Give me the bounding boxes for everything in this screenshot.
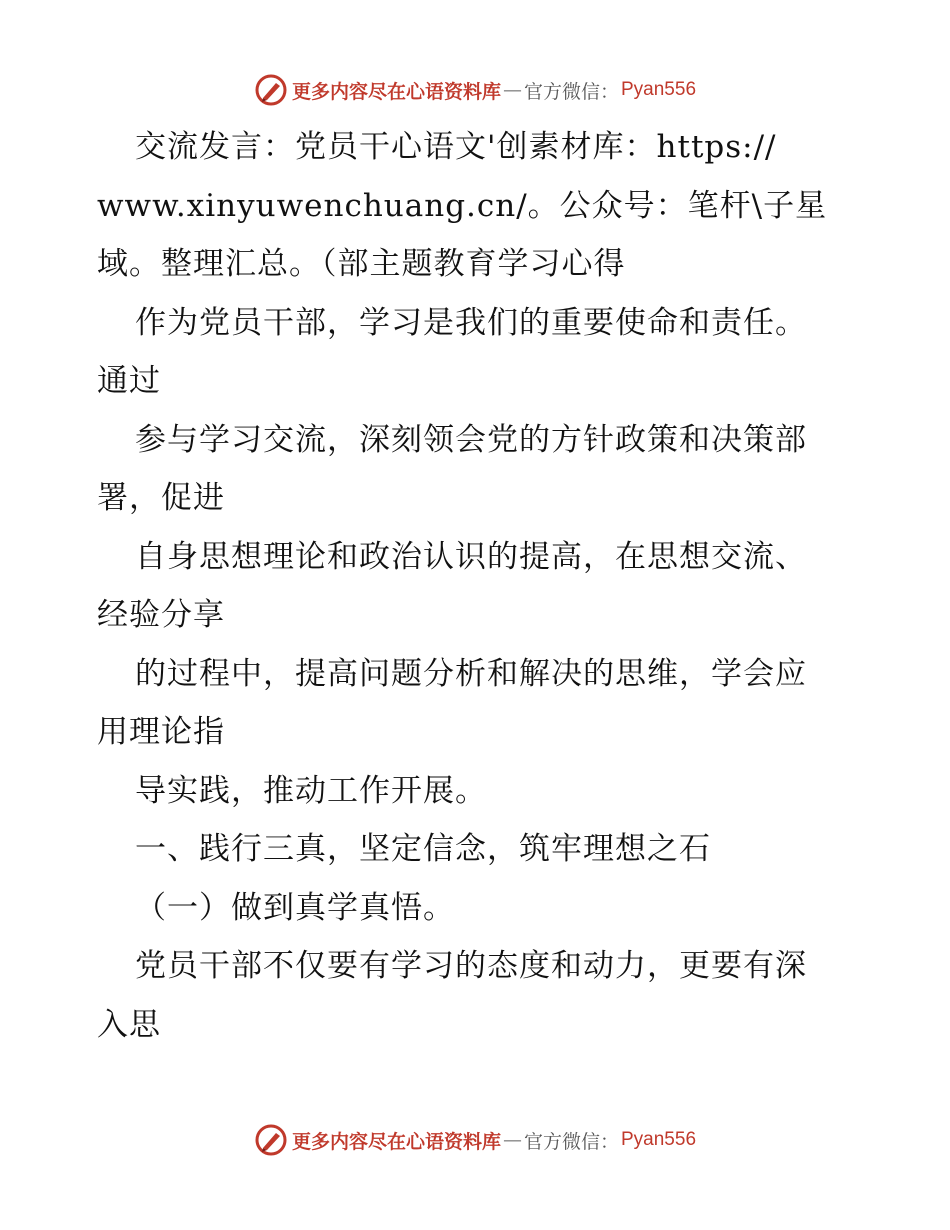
text-line: 作为党员干部，学习是我们的重要使命和责任。 [135, 304, 807, 341]
watermark-wechat-id: Pyan556 [621, 1129, 697, 1150]
watermark-main-text: 更多内容尽在心语资料库 [291, 80, 501, 103]
watermark-sub-text: 官方微信： [523, 1130, 619, 1153]
watermark-main-text: 更多内容尽在心语资料库 [291, 1130, 501, 1153]
text-line: 参与学习交流，深刻领会党的方针政策和决策部 [135, 421, 807, 458]
text-line: 交流发言：党员干心语文'创素材库：https:// [135, 129, 777, 165]
text-line: 自身思想理论和政治认识的提高，在思想交流、 [135, 538, 807, 575]
watermark-separator: — [502, 79, 522, 101]
text-line: 用理论指 [97, 714, 225, 750]
pen-logo-icon [254, 73, 288, 107]
text-line: 党员干部不仅要有学习的态度和动力，更要有深 [135, 948, 807, 984]
watermark-separator: — [502, 1129, 522, 1151]
footer-watermark [0, 1120, 950, 1160]
watermark-sub-text: 官方微信： [523, 80, 619, 103]
text-line: 经验分享 [97, 597, 225, 633]
document-body [97, 118, 857, 1054]
text-line: 的过程中，提高问题分析和解决的思维，学会应 [135, 655, 807, 692]
text-line: （一）做到真学真悟。 [135, 889, 455, 926]
header-watermark [0, 70, 950, 110]
text-line: 导实践，推动工作开展。 [135, 772, 487, 809]
text-line: 入思 [97, 1006, 161, 1043]
text-line: 署，促进 [97, 480, 225, 516]
text-line: 一、践行三真，坚定信念，筑牢理想之石 [135, 831, 711, 867]
text-line: www.xinyuwenchuang.cn/。公众号：笔杆\子星 [97, 187, 828, 224]
watermark-wechat-id: Pyan556 [621, 79, 697, 100]
text-line: 通过 [97, 363, 161, 399]
pen-logo-icon [254, 1123, 288, 1157]
text-line: 域。整理汇总。（部主题教育学习心得 [97, 246, 626, 282]
